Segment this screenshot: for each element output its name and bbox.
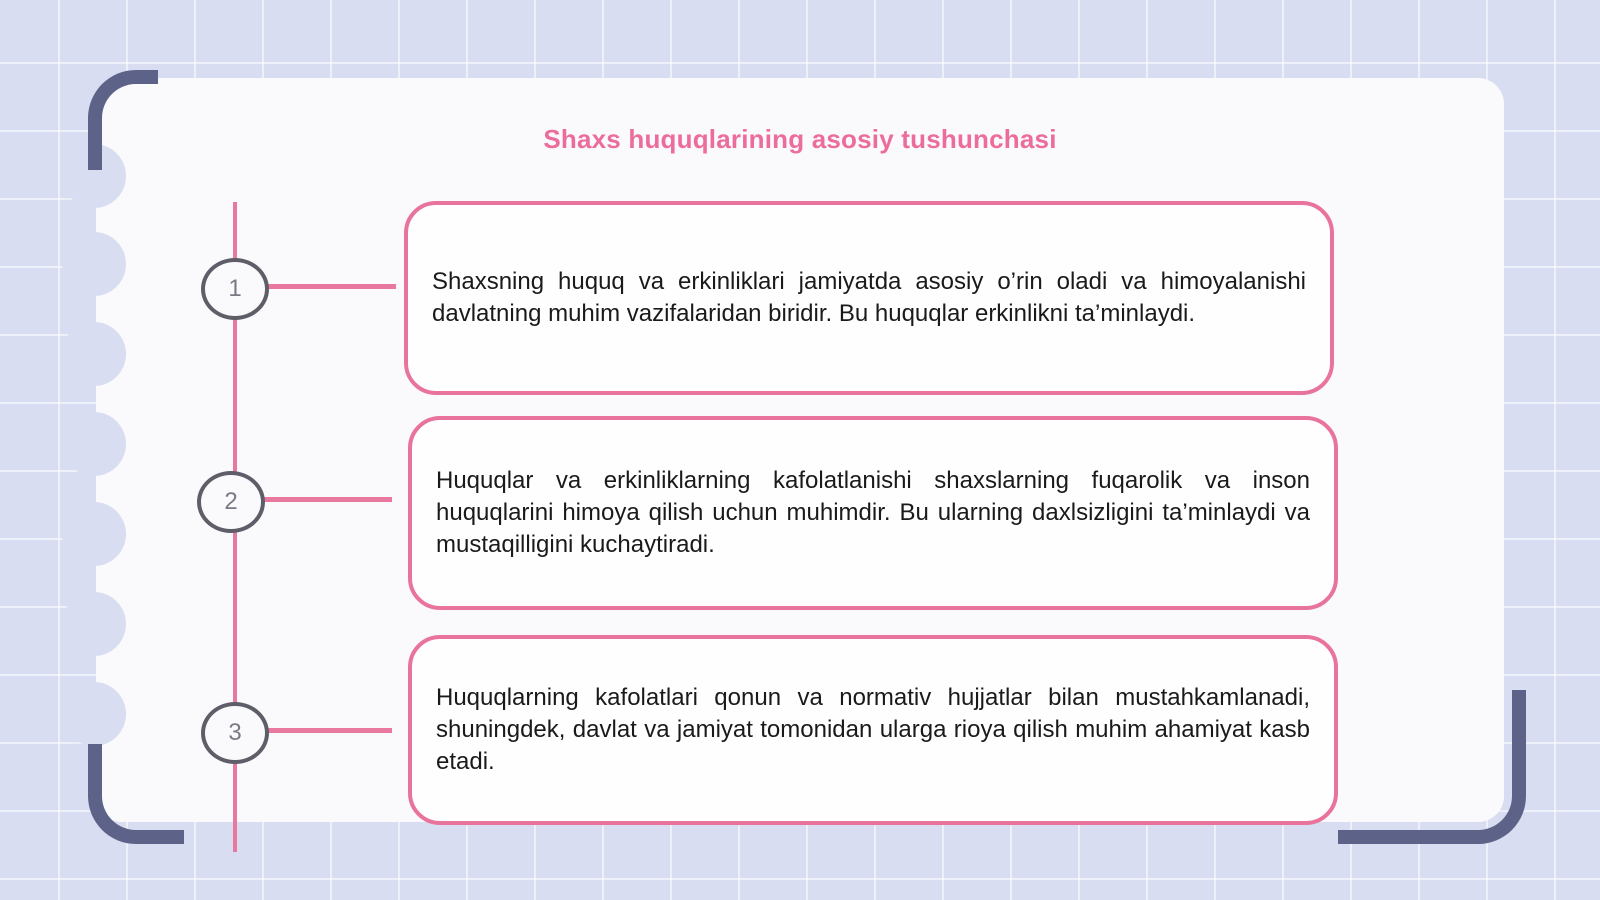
page-notch <box>62 502 126 566</box>
step-number-circle: 2 <box>197 471 265 533</box>
text-box <box>404 201 1334 395</box>
timeline-connector <box>266 284 396 289</box>
text-box <box>408 635 1338 825</box>
page-notch <box>62 412 126 476</box>
corner-bracket-bottom-right <box>1338 690 1526 844</box>
page-notch <box>62 232 126 296</box>
step-number-circle: 3 <box>201 702 269 764</box>
page-notch <box>62 322 126 386</box>
step-number-circle: 1 <box>201 258 269 320</box>
text-box-content: Huquqlarning kafolatlari qonun va normativ hujjatlar bilan mustahkamlanadi, shuningdek, davlat va jamiyat tomonidan ularga rioya qilish muhim ahamiyat kasb etadi. <box>436 684 1310 775</box>
text-box-content: Shaxsning huquq va erkinliklari jamiyatda asosiy o’rin oladi va himoyalanishi davlatning muhim vazifalaridan biridir. Bu huquqlar erkinlikni ta’minlaydi. <box>432 268 1306 327</box>
corner-bracket-bottom-left <box>88 744 184 844</box>
page-notch <box>62 592 126 656</box>
timeline-connector <box>266 728 392 733</box>
corner-bracket-top-left <box>88 70 158 170</box>
text-box <box>408 416 1338 610</box>
page-notch <box>62 682 126 746</box>
slide-title: Shaxs huquqlarining asosiy tushunchasi <box>543 124 1057 154</box>
text-box-content: Huquqlar va erkinliklarning kafolatlanishi shaxslarning fuqarolik va inson huquqlarini himoya qilish uchun muhimdir. Bu ularning daxlsizligini ta’minlaydi va mustaqilligini kuchaytiradi. <box>436 467 1310 558</box>
timeline-connector <box>262 497 392 502</box>
